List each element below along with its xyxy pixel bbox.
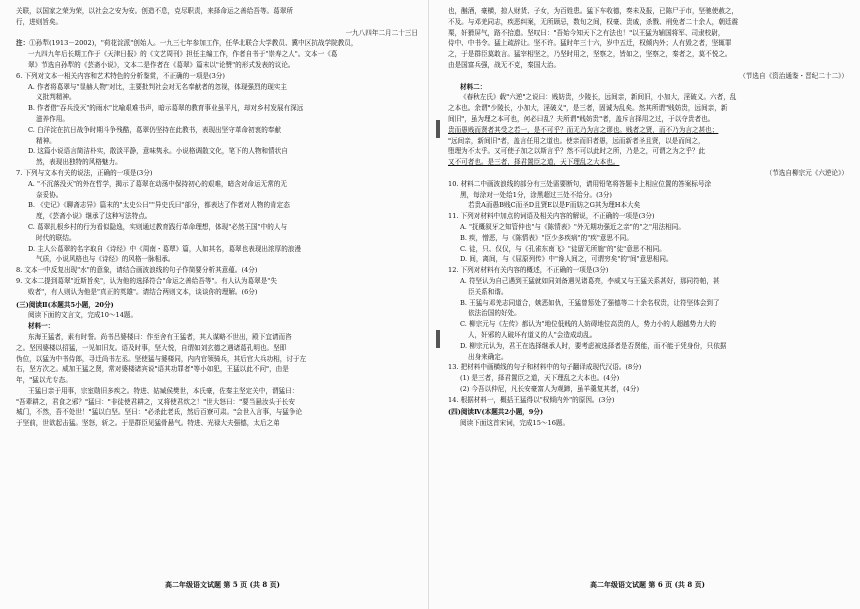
q11-option-d: D. 间，离间，与《屈原列传》中"谗人间之，可谓穷矣"的"间"意思相同。 xyxy=(460,255,673,264)
page-divider xyxy=(428,0,429,609)
q10-sentence: 若贵A而愚B贱C而圣D且贤E以是F而妨之G其为理H本大矣 xyxy=(468,201,641,210)
page-footer-left: 高二年级语文试题 第 5 页 (共 8 页) xyxy=(165,580,280,589)
passage2-line-5: "远间亲，新间旧"者，盖言任用之道也。使亲而旧者愚，远而新者圣且贤，以是而间之， xyxy=(448,136,705,145)
q6-option-c1: C. 白洋淀在抗日战争时期斗争残酷，葛翠仍坚持在此教书，表现出坚守革命初衷的奉献 xyxy=(28,125,281,134)
essay-date: 一九八四年二月二十三日 xyxy=(345,28,418,37)
q7-option-d1: D. 主人公葛翠的名字取自《诗经》中《周南・葛覃》篇，人如其名，葛翠也表现出浓厚的浪漫 xyxy=(28,244,301,253)
q12-option-b1: B. 王猛与邓羌志同道合，嫉恶如仇，王猛曾惩处了强德等二十余名权贵，让符坚体会到了 xyxy=(460,298,720,307)
q12-option-b2: 依法治国的好处。 xyxy=(468,309,521,318)
q7-option-b1: B. 《史记》《聊斋志异》篇末的"太史公曰""异史氏曰"部分，都表达了作者对人物的肯定态 xyxy=(28,201,290,210)
intro-line-1: 关联，以国家之荣为荣，以社会之安为安。创造不息，克尽职责，来择命运之善给吾等。葛翠所 xyxy=(16,7,293,15)
passage1-line-1: 东海王猛者，素有时誉。尚书吕婆楼曰：作至舍有王猛者，其人谋略不世出，殿下宜请而咨 xyxy=(28,332,292,341)
q7-option-a1: A. "不沉落没灭"的外在哲学，揭示了葛翠在动荡中保持初心的艰难，暗含对命运无常的无 xyxy=(28,179,287,188)
question-14: 14. 根据材料一，概括王猛得以"权倾内外"的原因。(3分) xyxy=(448,395,615,404)
q11-option-b: B. 疾，憎恶，与《陈情表》"臣少多疾病"的"疾"意思不同。 xyxy=(460,233,633,242)
passage1b-line-4: 于坚前，世欲起击猛。坚怒，斩之。于是群臣见猛骨悬气。特进、光禄大夫强德，太后之弟 xyxy=(16,419,280,428)
q12-option-a1: A. 符坚认为自己遇到王猛就如同刘备遇见诸葛亮，李威又与王猛关系甚好，那同符帕，甚 xyxy=(460,276,720,285)
passage1c-line-5: 之，于是群臣莫敢言。猛宰相坚之，乃坚时用之，坚察之，皆如之，坚察之，秦者之，莫不悦之。 xyxy=(448,50,732,59)
question-7: 7. 下列与文本有关的说法，正确的一项是(3分) xyxy=(16,168,153,177)
question-12: 12. 下列对材料有关内容的概述，不正确的一项是(3分) xyxy=(448,266,609,275)
q7-option-a2: 奈妥协。 xyxy=(36,190,63,199)
right-page xyxy=(448,6,848,429)
passage1c-line-6: 由是国富兵强，战无不克，秦国大治。 xyxy=(448,60,561,69)
q6-option-b1: B. 作者借"吞兵没灭"的雨水"比喻艰难书声，暗示葛翠的教育事业虽平凡，却对乡村发展有深远 xyxy=(28,104,304,113)
q13-item-2: (2) 今吾以仲尼，凡长安豪富人为观蹄，虽羊羹复其者，(4分) xyxy=(460,384,640,393)
passage2-line-4: 贵而愚贱而贤者其受之若一，是不可乎？而无乃为言之谬也。贱者之贤，而不乃为言之甚也； xyxy=(448,125,719,134)
q6-option-c2: 精神。 xyxy=(36,136,56,145)
q11-option-c: C. 徒，只、仅仅，与《孔雀东南飞》"徒留无所施"的"徒"意思不相同。 xyxy=(460,244,666,253)
binding-mark xyxy=(436,330,440,348)
q7-option-b2: 度，《芸斋小说》继承了这种写法特点。 xyxy=(36,212,152,221)
q6-option-b2: 滋养作用。 xyxy=(36,114,69,123)
question-8: 8. 文本一中反复出现"水"的意象，请结合画波浪线的句子作简要分析其意蕴。(4分) xyxy=(16,266,258,275)
q12-option-a2: 臣关系和谐。 xyxy=(468,287,508,296)
q7-option-c1: C. 葛翠扎根乡村的行为看似隐逸，实则通过教育践行革命理想，体现"必然王国"中的人与 xyxy=(28,222,288,231)
question-11: 11. 下列对材料中加点的词语及相关内容的解说，不正确的一项是(3分) xyxy=(448,212,655,221)
binding-mark xyxy=(436,120,440,138)
passage1-line-2: 之。坚因婆楼以招猛，一见如旧友。语及时事，坚大悦，自谓如刘玄德之遇诸葛孔明也。坚即 xyxy=(16,343,287,352)
question-6: 6. 下列对文本一相关内容和艺术特色的分析鉴赏，不正确的一项是(3分) xyxy=(16,71,225,80)
passage1c-line-1: 也，酗酒，豪横，掠人财货、子女，为百姓患。猛下车收德，奏未及报，已陈尸于市，坚驰使赦之， xyxy=(448,7,739,15)
q12-option-c2: 人，奸邪的人破坏有道义的人"会造成动乱。 xyxy=(468,330,597,339)
passage1-line-5: 年，"猛以尤专态。 xyxy=(16,376,72,385)
passage1-line-4: 右，坚方次之。威加王猛之贤，常对婆楼诸宾说"语其功罪者"等小如犯，王猛以此不问"，由是 xyxy=(16,365,289,374)
material-2-label: 材料二： xyxy=(460,82,487,91)
material-1-label: 材料一： xyxy=(28,322,55,331)
passage1b-line-2: "吾辈耕之，君食之邪？"猛曰："非徒使君耕之，又将使君炊之！"世大怒曰："要当悬汝头于长安 xyxy=(16,397,295,406)
note-line-1: 注：①孙犁(1913－2002)，"荷花淀派"创始人。一九三七年参加工作，任华北联合大学教员、冀中区抗战学院教员， xyxy=(16,39,358,48)
passage1c-line-4: 侍中、中书令。猛上疏辞让。坚不许。猛时年三十六，岁中五迁，权倾内外；人有毁之者，坚辄罪 xyxy=(448,39,732,48)
section-3-title: (三)阅读Ⅱ(本题共5小题，20分) xyxy=(16,300,114,309)
passage1c-line-3: 栗，奸猾屏气，路不拾遗。坚叹曰："吾始今知天下之有法也！"以王猛为辅国将军、司隶校尉， xyxy=(448,28,725,37)
question-13: 13. 把材料中画横线的句子和材料中的句子翻译成现代汉语。(8分) xyxy=(448,363,642,372)
note-line-3: 翠》节选自孙犁的《芸斋小说》，文本二是作者在《葛翠》篇末以"论赞"的形式发表的议论。 xyxy=(28,60,295,69)
passage2-line-7: 又不可者也。是三者，择君置臣之道，天下理乱之大本也。 xyxy=(448,158,620,167)
page-footer-right: 高二年级语文试题 第 6 页 (共 8 页) xyxy=(590,580,705,589)
q6-option-a1: A. 作者将葛翠与"显赫人物"对比，主要批判社会对无名奉献者的忽视，体现强烈的现实主 xyxy=(28,82,287,91)
q6-option-a2: 义批判精神。 xyxy=(36,93,76,102)
passage2-line-6: 堕理为不太乎。又可使子加之以斯言乎？然不可以此时之所，乃是之，可谓之为之乎？此 xyxy=(448,147,706,156)
source-1: （节选自《资治通鉴・晋纪二十二》） xyxy=(739,71,848,80)
question-9-line-1: 9. 文本二提到葛翠"近斯旨矣"，认为他的选择符合"命运之善给吾等"。有人认为葛翠是"失 xyxy=(16,276,277,285)
source-2: （节选自柳宗元《六逆论》） xyxy=(765,168,848,177)
passage1-line-3: 伪位，以猛为中书侍郎，寻迁尚书左丞。坚使猛与婆楼同，内内官领骑兵，其后官大兵功相，讨于左 xyxy=(16,354,307,363)
note-label: 注： xyxy=(16,39,30,48)
passage1b-line-1: 王猛日亲于用事，宗室勋旧多疾之。特进、姑臧侯樊世，本氏豪，佐秦主坚定关中，谓猛曰： xyxy=(28,386,299,395)
q13-item-1: (1) 是三者，择君置臣之道，天下理乱之大本也。(4分) xyxy=(460,374,620,383)
section-4-title: (四)阅读Ⅳ(本题共2小题，9分) xyxy=(448,408,544,417)
question-10-line-1: 10. 材料二中画波浪线的部分有三处需要断句，请用铅笔将答题卡上相应位置的答案标号涂 xyxy=(448,179,712,188)
q12-option-c1: C. 柳宗元与《左传》都认为"地位低贱的人妨碍地位高贵的人，势力小的人超越势力大的 xyxy=(460,320,717,329)
q11-option-a: A. "抚概叙牙之知管仲也"与《陈情表》"外无期功强近之亲"的"之"用法相同。 xyxy=(460,222,685,231)
passage2-line-1: 《春秋左氏》载"六逆"之说曰：贱妨贵，少陵长，远间亲，新间旧，小加大，淫破义。六者，乱 xyxy=(460,93,737,102)
note-line-2: 一九四九年后长期工作于《天津日报》的《文艺周刊》担任主编工作，作者自书于"崇寿之人"。文本一《葛 xyxy=(28,50,338,59)
section-3-instruction: 阅读下面的文言文，完成10～14题。 xyxy=(28,311,138,320)
q12-option-d1: D. 柳宗元认为，君王在选择继承人时，要考虑被选择者是否贤能，而不能于凭身份，只依据 xyxy=(460,341,727,350)
question-9-line-2: 败者"，有人则认为他是"真正的英雄"。请结合两则文本，谈谈你的理解。(6分) xyxy=(28,287,258,296)
q6-option-d1: D. 这篇小说语言简洁朴实，散淡平静，意味隽永。小说格调散文化，笔下的人物和情状自 xyxy=(28,147,288,156)
passage2-line-2: 之本也。余谓"少陵长，小加大，淫破义"，是三者，固诚为乱矣。然其所谓"贱妨贵，远间亲，新 xyxy=(448,104,728,113)
q12-option-d2: 出身来确定。 xyxy=(468,352,508,361)
q7-option-d2: 气质，小说风格也与《诗经》的风格一脉相承。 xyxy=(36,255,175,264)
intro-line-2: 行，进则旨矣。 xyxy=(16,17,63,26)
passage2-line-3: 间旧"，虽为理之本可也，何必曰乱？夫所谓"贱妨贵"者，盖斥言择用之过，于以夺贵者也。 xyxy=(448,114,715,123)
passage1b-line-3: 城门，不然，吾不处世！"猛以白坚。坚曰："必杀此老氐，然后百寮可肃。"会世入言事，与猛争论 xyxy=(16,408,303,417)
question-10-line-2: 黑，每涂对一处给1分，涂黑超过三处不给分。(3分) xyxy=(460,190,613,199)
section-4-instruction: 阅读下面这首宋词，完成15～16题。 xyxy=(460,419,570,428)
q6-option-d2: 然，表现出独特的风格魅力。 xyxy=(36,158,122,167)
passage1c-line-2: 不及。与邓羌同志，疾恶纠案，无所顾忌，数旬之间，权豪、贵戚，杀戮、刑免者二十余人，朝廷震 xyxy=(448,17,739,26)
q7-option-c2: 时代的联结。 xyxy=(36,233,76,242)
left-page xyxy=(16,6,418,429)
